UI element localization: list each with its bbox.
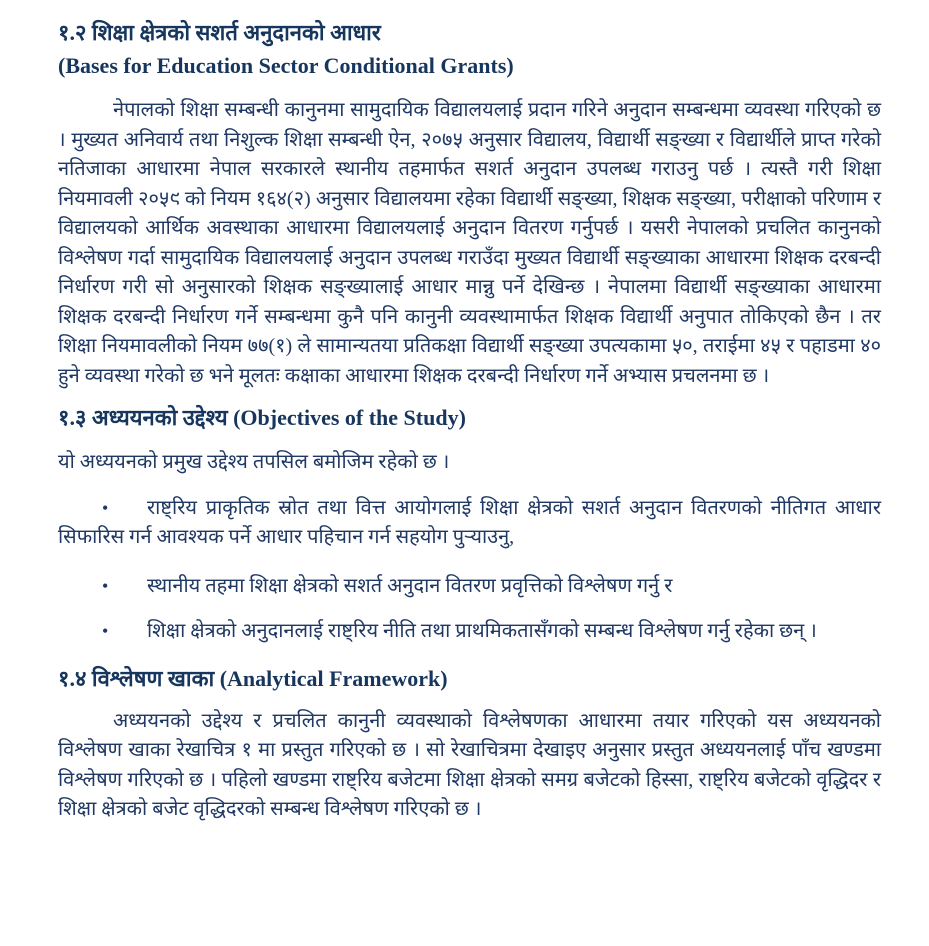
objective-item-3-text: शिक्षा क्षेत्रको अनुदानलाई राष्ट्रिय नीति तथा प्राथमिकतासँगको सम्बन्ध विश्लेषण गर्नु रहेका छन् ।	[147, 620, 817, 642]
section-1-2-paragraph: नेपालको शिक्षा सम्बन्धी कानुनमा सामुदायिक विद्यालयलाई प्रदान गरिने अनुदान सम्बन्धमा व्यवस्था गरिएको छ । मुख्यत अनिवार्य तथा निशुल्क शिक्षा सम्बन्धी ऐन, २०७५ अनुसार विद्यालय, विद्यार्थी सङ्ख्या र विद्यार्थीले प्राप्त गरेको नतिजाका आधारमा नेपाल सरकारले स्थानीय तहमार्फत सशर्त अनुदान उपलब्ध गराउनु पर्छ । त्यस्तै गरी शिक्षा नियमावली २०५९ को नियम १६४(२) अनुसार विद्यालयमा रहेका विद्यार्थी सङ्ख्या, शिक्षक सङ्ख्या, परीक्षाको परिणाम र विद्यालयको आर्थिक अवस्थाका आधारमा विद्यालयलाई अनुदान वितरण गर्नुपर्छ । यसरी नेपालको प्रचलित कानुनको विश्लेषण गर्दा सामुदायिक विद्यालयलाई अनुदान उपलब्ध गराउँदा मुख्यत विद्यार्थी सङ्ख्याका आधारमा शिक्षक दरबन्दी निर्धारण गरी सो अनुसारको शिक्षक सङ्ख्यालाई आधार मान्नु पर्ने देखिन्छ । नेपालमा विद्यार्थी सङ्ख्याका आधारमा शिक्षक दरबन्दी निर्धारण गर्ने सम्बन्धमा कुनै पनि कानुनी व्यवस्थामार्फत शिक्षक विद्यार्थी अनुपात तोकिएको छैन । तर शिक्षा नियमावलीको नियम ७७(१) ले सामान्यतया प्रतिकक्षा विद्यार्थी सङ्ख्या उपत्यकामा ५०, तराईमा ४५ र पहाडमा ४० हुने व्यवस्था गरेको छ भने मूलतः कक्षाका आधारमा शिक्षक दरबन्दी निर्धारण गर्ने अभ्यास प्रचलनमा छ ।	[58, 99, 881, 387]
bullet-icon: •	[102, 497, 109, 518]
section-1-2-heading-nepali: १.२ शिक्षा क्षेत्रको सशर्त अनुदानको आधार	[58, 20, 381, 45]
objectives-intro: यो अध्ययनको प्रमुख उद्देश्य तपसिल बमोजिम रहेको छ ।	[58, 451, 450, 473]
bullet-icon: •	[102, 575, 109, 596]
section-1-4-heading: १.४ विश्लेषण खाका (Analytical Framework)	[58, 665, 448, 691]
objective-item-1-text: राष्ट्रिय प्राकृतिक स्रोत तथा वित्त आयोगलाई शिक्षा क्षेत्रको सशर्त अनुदान वितरणको नीतिगत आधार सिफारिस गर्न आवश्यक पर्ने आधार पहिचान गर्न सहयोग पुर्‍याउनु,	[58, 496, 881, 548]
objective-item-2-text: स्थानीय तहमा शिक्षा क्षेत्रको सशर्त अनुदान वितरण प्रवृत्तिको विश्लेषण गर्नु र	[147, 574, 673, 597]
bullet-icon: •	[102, 621, 109, 641]
section-1-4-paragraph: अध्ययनको उद्देश्य र प्रचलित कानुनी व्यवस्थाको विश्लेषणका आधारमा तयार गरिएको यस अध्ययनको विश्लेषण खाका रेखाचित्र १ मा प्रस्तुत गरिएको छ । सो रेखाचित्रमा देखाइए अनुसार प्रस्तुत अध्ययनलाई पाँच खण्डमा विश्लेषण गरिएको छ । पहिलो खण्डमा राष्ट्रिय बजेटमा शिक्षा क्षेत्रको समग्र बजेटको हिस्सा, राष्ट्रिय बजेटको वृद्धिदर र शिक्षा क्षेत्रको बजेट वृद्धिदरको सम्बन्ध विश्लेषण गरिएको छ ।	[58, 709, 881, 820]
section-1-2-heading	[58, 16, 881, 82]
objective-item-1	[58, 494, 881, 553]
section-1-3-heading: १.३ अध्ययनको उद्देश्य (Objectives of the Study)	[58, 405, 466, 430]
objective-item-3	[58, 617, 881, 647]
section-1-2-heading-english: (Bases for Education Sector Conditional Grants)	[58, 53, 514, 78]
objective-item-2	[58, 572, 881, 602]
